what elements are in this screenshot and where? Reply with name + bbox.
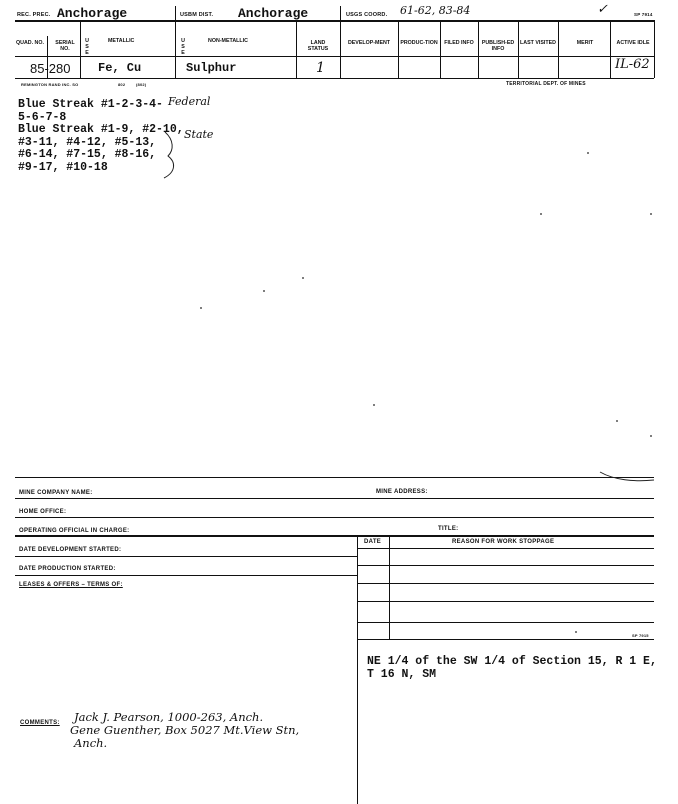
location-block	[367, 655, 657, 681]
code-802: 802	[118, 82, 126, 87]
usgs-coord-value: 61-62, 83-84	[400, 4, 471, 17]
col-serial-no: SERIAL NO.	[55, 40, 75, 52]
claims-line-6: #9-17, #10-18	[18, 160, 108, 174]
usgs-coord-label: USGS COORD.	[346, 12, 388, 18]
metallic-value: Fe, Cu	[98, 61, 142, 75]
col-published-info: PUBLISH-ED INFO	[481, 40, 515, 52]
claims-line-3: Blue Streak #1-9, #2-10,	[18, 123, 184, 136]
leases-label: LEASES & OFFERS – TERMS OF:	[19, 582, 123, 588]
mine-company-name-label: MINE COMPANY NAME:	[19, 490, 93, 496]
rec-prec-value: Anchorage	[57, 6, 128, 21]
home-office-label: HOME OFFICE:	[19, 509, 67, 515]
col-quad-no: QUAD. NO.	[16, 40, 44, 46]
comment-line-3: Anch.	[74, 736, 108, 750]
col-metallic-code: U S E	[85, 38, 89, 56]
usbm-dist-value: Anchorage	[238, 6, 309, 21]
col-quad-serial	[16, 40, 80, 52]
date-prod-started-label: DATE PRODUCTION STARTED:	[19, 566, 116, 572]
check-mark: ✓	[597, 2, 608, 17]
nonmetallic-value: Sulphur	[186, 61, 237, 75]
col-development: DEVELOP-MENT	[347, 40, 391, 46]
active-idle-value: IL-62	[615, 57, 650, 72]
col-land-status: LAND STATUS	[307, 40, 329, 52]
claims-line-5: #6-14, #7-15, #8-16,	[18, 148, 157, 161]
col-filed-info: FILED INFO	[444, 40, 474, 46]
comments-block	[70, 710, 300, 750]
col-nonmetallic-code: U S E	[181, 38, 185, 56]
col-merit: MERIT	[576, 40, 594, 46]
comment-line-1: Jack J. Pearson, 1000-263, Anch.	[74, 710, 264, 724]
bottom-corner-curve	[598, 466, 656, 488]
mine-address-label: MINE ADDRESS:	[376, 489, 428, 495]
dept-label: TERRITORIAL DEPT. OF MINES	[506, 81, 586, 87]
brace-mark	[160, 130, 190, 180]
title-label: TITLE:	[438, 526, 459, 532]
rec-prec-label: REC. PREC.	[17, 12, 51, 18]
comment-line-2: Gene Guenther, Box 5027 Mt.View Stn,	[70, 723, 300, 737]
note-state: State	[184, 128, 214, 141]
quad-serial-value: 85-280	[30, 61, 71, 76]
location-line-1: NE 1/4 of the SW 1/4 of Section 15, R 1 E,	[367, 655, 657, 668]
land-status-value: 1	[316, 60, 325, 76]
col-last-visited: LAST VISITED	[520, 40, 556, 46]
col-nonmetallic: NON-METALLIC	[208, 38, 248, 44]
operating-official-label: OPERATING OFFICIAL IN CHARGE:	[19, 528, 130, 534]
form-number-top: SP 7914	[634, 12, 653, 17]
usbm-dist-label: USBM DIST.	[180, 12, 214, 18]
col-production: PRODUC-TION	[400, 40, 438, 46]
form-number-bottom: SP 7915	[632, 633, 649, 638]
col-active-idle: ACTIVE IDLE	[616, 40, 650, 46]
reason-column-header: REASON FOR WORK STOPPAGE	[452, 539, 555, 545]
claims-line-4: #3-11, #4-12, #5-13,	[18, 135, 157, 149]
location-line-2: T 16 N, SM	[367, 668, 437, 681]
claims-block	[18, 99, 184, 174]
col-metallic: METALLIC	[108, 38, 135, 44]
date-dev-started-label: DATE DEVELOPMENT STARTED:	[19, 547, 122, 553]
date-column-header: DATE	[364, 539, 382, 545]
printer-label: REMINGTON RAND INC. SO	[21, 82, 79, 87]
code-802-paren: (802)	[136, 82, 147, 87]
claims-line-2: 5-6-7-8	[18, 110, 67, 124]
comments-label: COMMENTS:	[20, 720, 60, 726]
note-federal: Federal	[168, 95, 211, 108]
claims-line-1: Blue Streak #1-2-3-4-	[18, 98, 163, 111]
